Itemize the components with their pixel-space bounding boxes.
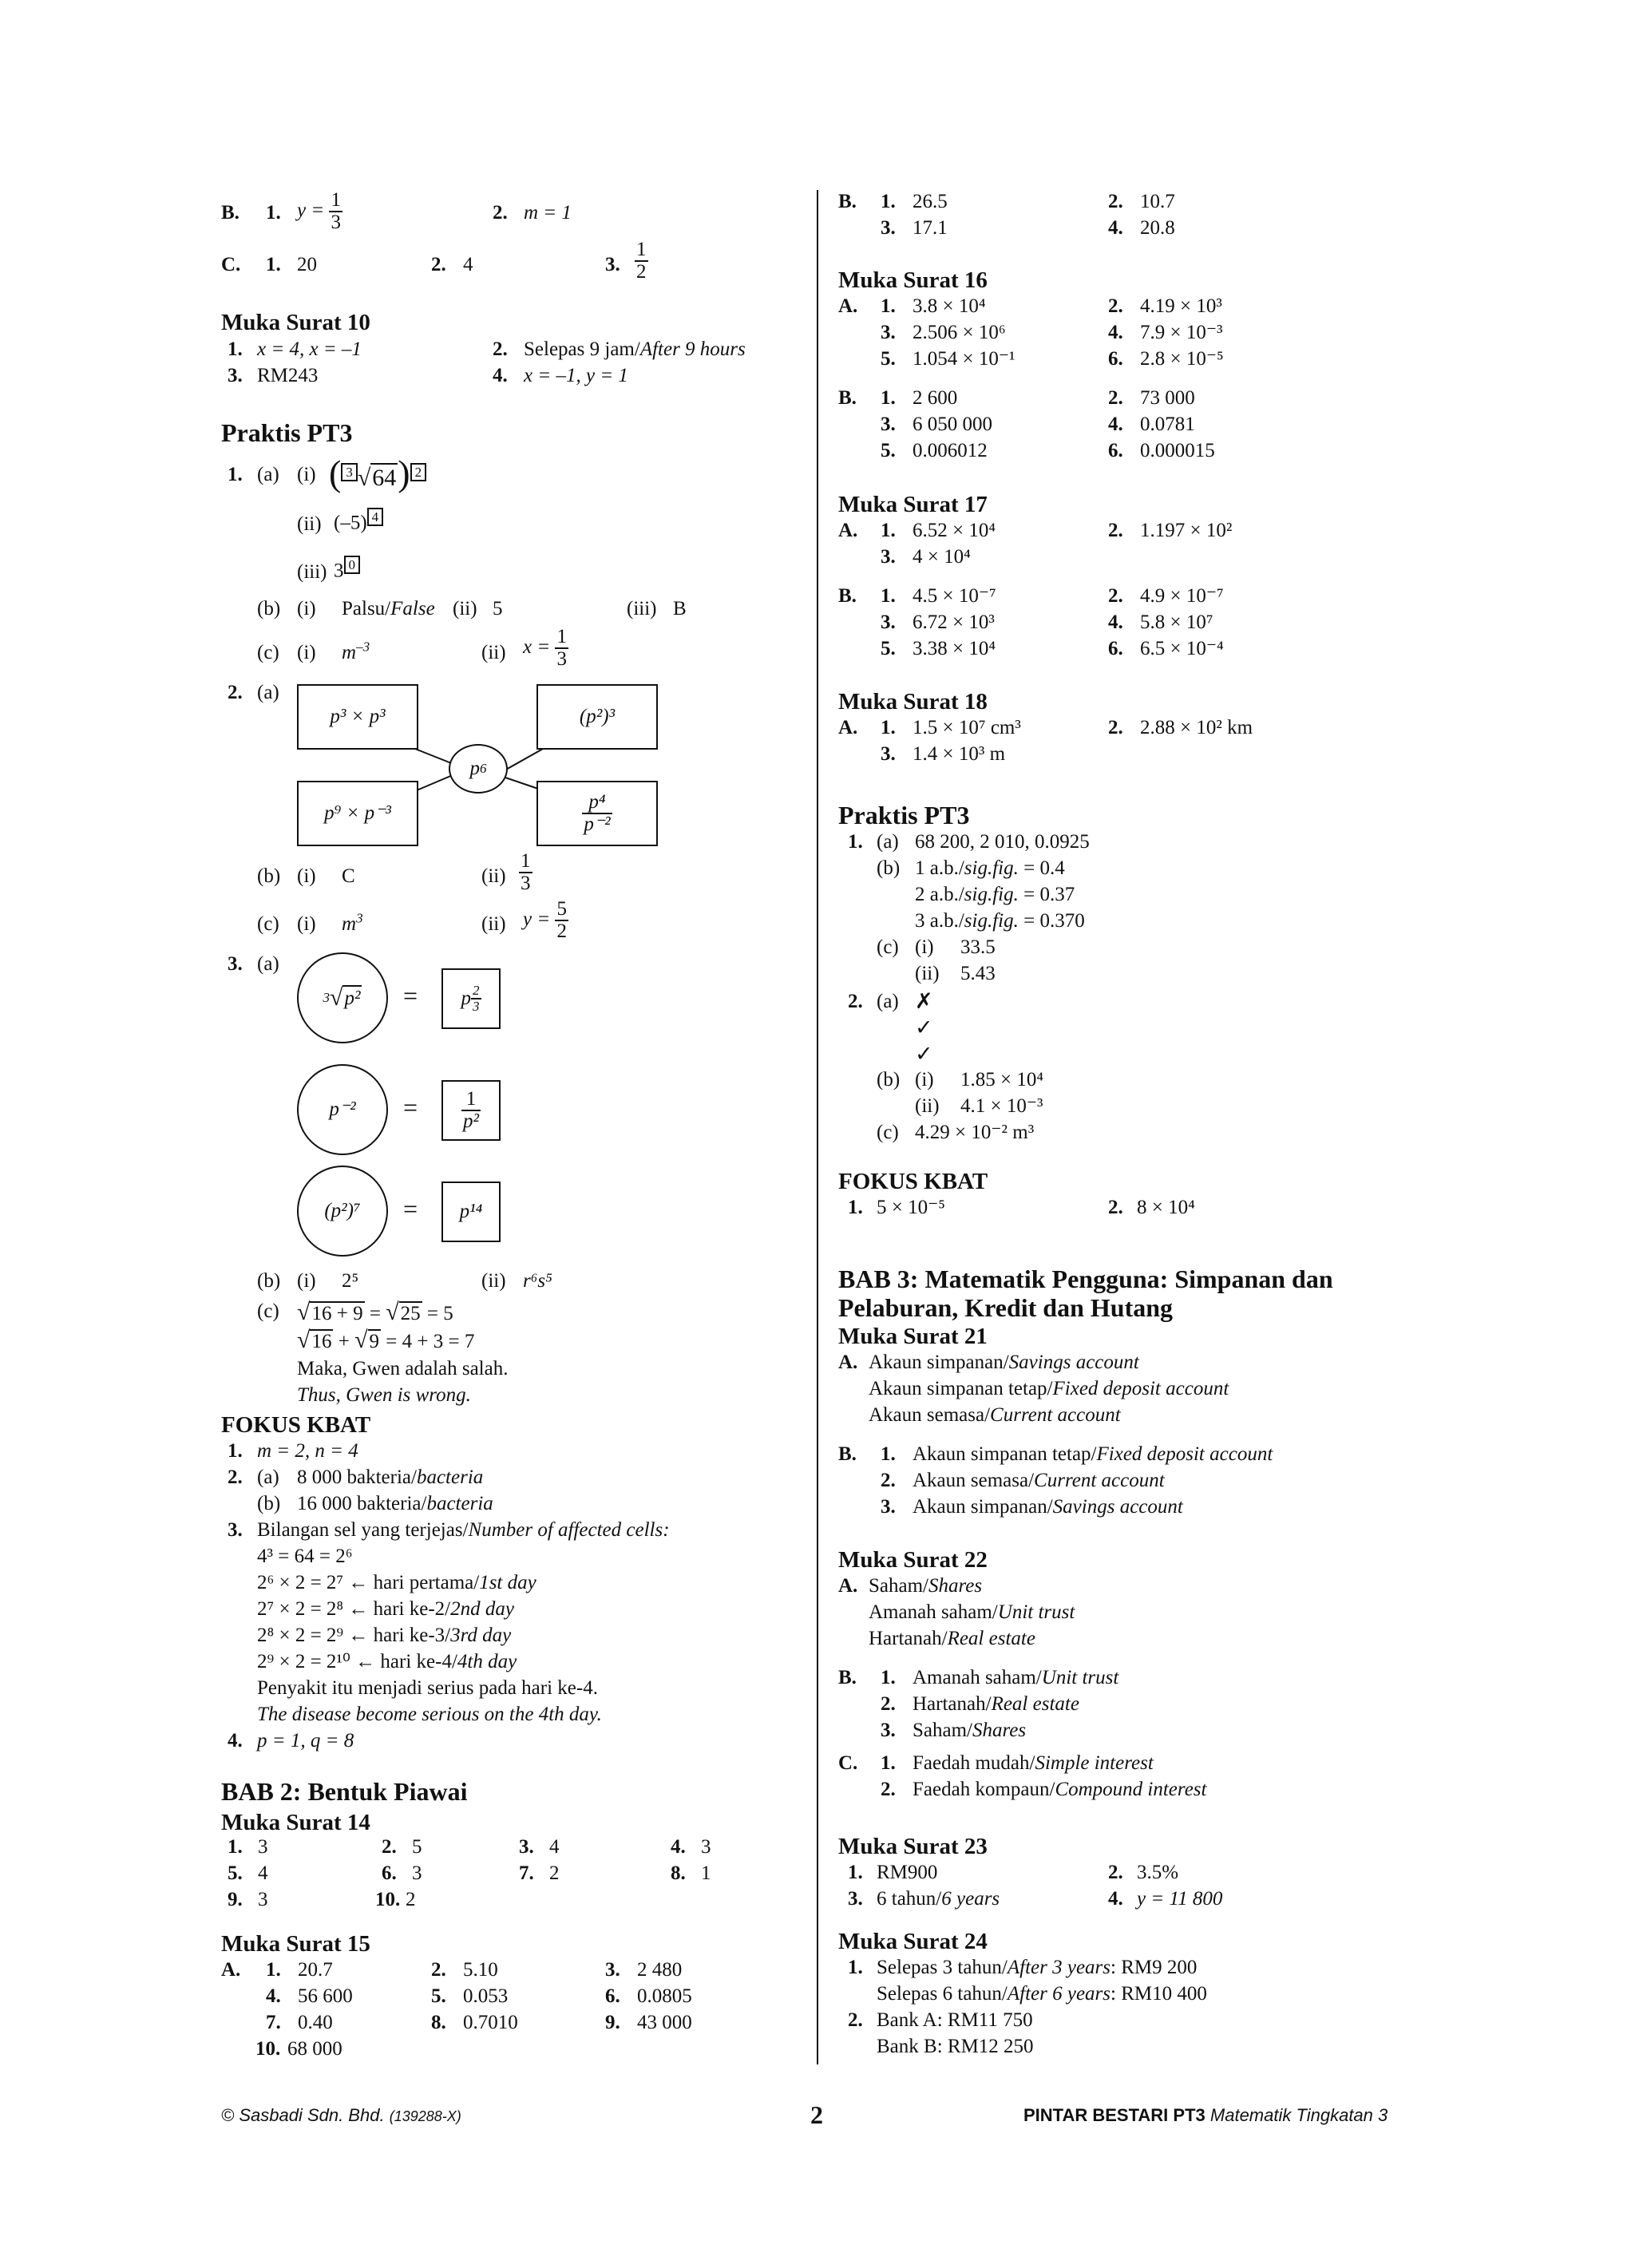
- item-number: 1.: [266, 202, 281, 224]
- answer: 56 600: [298, 1985, 353, 2007]
- item-number: 2.: [1108, 1862, 1123, 1883]
- part-label: (i): [297, 464, 316, 485]
- section-label: A.: [838, 1575, 858, 1597]
- answer: 10.7: [1140, 191, 1175, 212]
- section-label: B.: [838, 387, 857, 409]
- item-number: 6.: [1108, 638, 1123, 659]
- answer: 20.7: [298, 1959, 333, 1981]
- item-number: 9.: [605, 2012, 620, 2033]
- item-number: 3.: [228, 1519, 243, 1541]
- item-number: 1.: [881, 520, 896, 541]
- item-number: 7.: [519, 1862, 534, 1884]
- item-number: 2.: [493, 202, 508, 224]
- answer: 0.000015: [1140, 440, 1215, 461]
- item-number: 1.: [228, 1440, 243, 1462]
- part-label: (ii): [481, 865, 506, 887]
- item-number: 1.: [881, 1752, 896, 1774]
- item-number: 3.: [848, 1888, 863, 1910]
- answer: 0.006012: [913, 440, 988, 461]
- center-expression: p 6: [449, 744, 508, 794]
- expression-box: (p²)³: [536, 684, 658, 750]
- expression-circle: (p²)⁷: [297, 1166, 388, 1257]
- item-number: 1.: [848, 831, 863, 853]
- item-number: 3.: [881, 743, 896, 765]
- part-label: (a): [257, 953, 279, 975]
- section-heading: Muka Surat 16: [838, 267, 988, 293]
- item-number: 5.: [881, 440, 896, 461]
- answer: 43 000: [637, 2012, 692, 2033]
- item-number: 8.: [671, 1862, 686, 1884]
- working-line: 2⁷ × 2 = 2⁸ ← hari ke-2/2nd day: [257, 1598, 514, 1620]
- section-heading: Muka Surat 14: [221, 1810, 370, 1835]
- answer: (–5) 4: [334, 508, 383, 535]
- part-label: (a): [877, 831, 899, 853]
- section-heading: Muka Surat 18: [838, 689, 988, 714]
- answer: x = $\frac{1}{3}$: [523, 626, 567, 671]
- item-number: 2.: [1108, 585, 1123, 607]
- section-heading: Praktis PT3: [838, 801, 970, 829]
- answer: y = $\frac{5}{2}$: [523, 898, 567, 943]
- section-heading: Muka Surat 23: [838, 1834, 988, 1859]
- part-label: (i): [297, 865, 316, 887]
- section-heading: Muka Surat 24: [838, 1929, 988, 1954]
- answer: 1 a.b./sig.fig. = 0.4: [915, 857, 1065, 879]
- answer: 5: [493, 598, 503, 619]
- item-number: 5.: [431, 1985, 446, 2007]
- answer: $\frac{1}{2}$: [636, 239, 647, 283]
- expression-box: p⁹ × p⁻³: [297, 781, 418, 846]
- item-number: 1.: [228, 338, 243, 360]
- item-number: 2.: [1108, 191, 1123, 212]
- working-line: Thus, Gwen is wrong.: [297, 1384, 471, 1406]
- copyright: © Sasbadi Sdn. Bhd. (139288-X): [221, 2105, 461, 2125]
- answer: 3.8 × 10⁴: [913, 295, 986, 317]
- answer: C: [342, 865, 355, 887]
- part-label: (b): [257, 598, 281, 619]
- answer: Akaun semasa/Current account: [869, 1404, 1121, 1426]
- expression-circle: p⁻²: [297, 1064, 388, 1155]
- item-number: 2.: [228, 1466, 243, 1488]
- item-number: 1.: [881, 387, 896, 409]
- equals-sign: =: [403, 1194, 418, 1223]
- part-label: (i): [915, 1069, 934, 1090]
- answer: 1.85 × 10⁴: [960, 1069, 1044, 1090]
- working-line: 2⁶ × 2 = 2⁷ ← hari pertama/1st day: [257, 1572, 536, 1593]
- answer: $\frac{1}{3}$: [521, 850, 531, 895]
- answer: 2: [406, 1889, 416, 1910]
- working-line: Penyakit itu menjadi serius pada hari ke-4.: [257, 1677, 598, 1699]
- item-number: 8.: [431, 2012, 446, 2033]
- part-label: (b): [877, 857, 901, 879]
- answer: 3.5%: [1137, 1862, 1179, 1883]
- part-label: (i): [297, 913, 316, 935]
- item-number: 1.: [881, 295, 896, 317]
- answer: Saham/Shares: [869, 1575, 983, 1597]
- answer: Faedah kompaun/Compound interest: [913, 1779, 1207, 1800]
- item-number: 2.: [1108, 717, 1123, 738]
- answer: 4: [258, 1862, 268, 1884]
- part-label: (ii): [453, 598, 477, 619]
- item-number: 2.: [493, 338, 508, 360]
- item-number: 4.: [1108, 322, 1123, 343]
- part-label: (a): [257, 682, 279, 703]
- answer: Akaun simpanan tetap/Fixed deposit account: [913, 1443, 1273, 1465]
- answer: 4.29 × 10⁻² m³: [915, 1122, 1035, 1143]
- part-label: (iii): [627, 598, 657, 619]
- section-label: A.: [838, 1352, 858, 1373]
- chapter-heading: Pelaburan, Kredit dan Hutang: [838, 1293, 1174, 1322]
- part-label: (ii): [481, 913, 506, 935]
- answer: Amanah saham/Unit trust: [869, 1601, 1075, 1623]
- part-label: (b): [257, 1493, 281, 1514]
- item-number: 5.: [228, 1862, 243, 1884]
- section-label: A.: [838, 295, 858, 317]
- answer: Selepas 3 tahun/After 3 years: RM9 200: [877, 1957, 1198, 1978]
- answer: 2 480: [637, 1959, 683, 1981]
- answer: 4.9 × 10⁻⁷: [1140, 585, 1224, 607]
- section-heading: Muka Surat 21: [838, 1324, 988, 1349]
- answer: 5.10: [463, 1959, 498, 1981]
- item-number: 5.: [881, 638, 896, 659]
- answer: RM900: [877, 1862, 938, 1883]
- section-label: C.: [221, 254, 241, 275]
- answer: 3: [412, 1862, 422, 1884]
- item-number: 4.: [266, 1985, 281, 2007]
- answer: B: [673, 598, 687, 619]
- answer: 5: [412, 1836, 422, 1858]
- item-number: 1.: [266, 1959, 281, 1981]
- item-number: 1.: [266, 254, 281, 275]
- answer: 6.72 × 10³: [913, 612, 995, 633]
- item-number: 3.: [881, 414, 896, 435]
- item-number: 1.: [881, 1667, 896, 1688]
- item-number: 10.: [375, 1889, 401, 1910]
- working-line: 2⁹ × 2 = 2¹⁰ ← hari ke-4/4th day: [257, 1651, 517, 1672]
- answer: 3: [258, 1836, 268, 1858]
- item-number: 2.: [881, 1779, 896, 1800]
- part-label: (a): [877, 991, 899, 1012]
- part-label: (i): [915, 936, 934, 958]
- part-label: (ii): [481, 1270, 506, 1292]
- item-number: 1.: [881, 191, 896, 212]
- answer: 17.1: [913, 217, 948, 239]
- answer: 1.5 × 10⁷ cm³: [913, 717, 1021, 738]
- answer: 68 200, 2 010, 0.0925: [915, 831, 1090, 853]
- item-number: 3.: [881, 1720, 896, 1741]
- part-label: (b): [257, 1270, 281, 1292]
- part-label: (a): [257, 464, 279, 485]
- section-label: B.: [838, 585, 857, 607]
- cross-mark-icon: ✗: [915, 989, 933, 1013]
- answer: Selepas 6 tahun/After 6 years: RM10 400: [877, 1983, 1207, 2005]
- answer: 5 × 10⁻⁵: [877, 1197, 946, 1218]
- expression-box: $\frac{1}{\text{p²}}$: [441, 1080, 501, 1141]
- answer: 2: [549, 1862, 560, 1884]
- answer: Akaun simpanan tetap/Fixed deposit account: [869, 1378, 1229, 1399]
- answer: 26.5: [913, 191, 948, 212]
- part-label: (i): [297, 642, 316, 663]
- part-label: (i): [297, 1270, 316, 1292]
- item-number: 5.: [881, 348, 896, 370]
- item-number: 1.: [881, 717, 896, 738]
- item-number: 6.: [1108, 440, 1123, 461]
- item-number: 4.: [493, 365, 508, 386]
- part-label: (c): [257, 1300, 279, 1322]
- answer: 3 0: [334, 556, 360, 583]
- answer: 4 × 10⁴: [913, 546, 971, 568]
- answer: 0.0781: [1140, 414, 1195, 435]
- answer: Hartanah/Real estate: [869, 1628, 1035, 1649]
- answer: 20.8: [1140, 217, 1175, 239]
- answer: 4.1 × 10⁻³: [960, 1095, 1043, 1117]
- section-heading: FOKUS KBAT: [838, 1169, 988, 1194]
- answer: Bank A: RM11 750: [877, 2009, 1033, 2031]
- part-label: (ii): [481, 642, 506, 663]
- answer: Palsu/False: [342, 598, 435, 619]
- item-number: 4.: [228, 1730, 243, 1751]
- answer: RM243: [257, 365, 319, 386]
- expression-box: p³ × p³: [297, 684, 418, 750]
- answer: Faedah mudah/Simple interest: [913, 1752, 1154, 1774]
- part-label: (c): [877, 1122, 899, 1143]
- answer: 4.5 × 10⁻⁷: [913, 585, 996, 607]
- equals-sign: =: [403, 981, 418, 1010]
- item-number: 2.: [431, 1959, 446, 1981]
- item-number: 3.: [881, 217, 896, 239]
- answer: Akaun semasa/Current account: [913, 1470, 1165, 1491]
- page-number: 2: [810, 2100, 823, 2129]
- item-number: 3.: [881, 612, 896, 633]
- answer: 2 a.b./sig.fig. = 0.37: [915, 884, 1075, 905]
- item-number: 7.: [266, 2012, 281, 2033]
- item-number: 1.: [881, 585, 896, 607]
- part-label: (a): [257, 1466, 279, 1488]
- section-label: A.: [838, 717, 858, 738]
- section-heading: Muka Surat 17: [838, 492, 988, 517]
- answer: 3 a.b./sig.fig. = 0.370: [915, 910, 1085, 932]
- answer: 1.4 × 10³ m: [913, 743, 1006, 765]
- working-line: √16 + √9 = 4 + 3 = 7: [297, 1327, 475, 1353]
- answer: Selepas 9 jam/After 9 hours: [524, 338, 746, 360]
- part-label: (ii): [297, 513, 322, 535]
- item-number: 1.: [848, 1957, 863, 1978]
- check-mark-icon: ✓: [915, 1015, 933, 1039]
- answer: r⁶s⁵: [523, 1270, 552, 1292]
- answer: 2 600: [913, 387, 958, 409]
- item-number: 2.: [1108, 387, 1123, 409]
- section-label: B.: [838, 1667, 857, 1688]
- item-number: 4.: [1108, 612, 1123, 633]
- answer: 8 000 bakteria/bacteria: [297, 1466, 484, 1488]
- item-number: 6.: [1108, 348, 1123, 370]
- part-label: (c): [877, 936, 899, 958]
- equals-sign: =: [403, 1093, 418, 1122]
- answer: p = 1, q = 8: [257, 1730, 354, 1751]
- answer: 73 000: [1140, 387, 1195, 409]
- answer: $m^3$: [342, 910, 363, 935]
- section-label: B.: [838, 1443, 857, 1465]
- answer: 2.506 × 10⁶: [913, 322, 1006, 343]
- part-label: (i): [297, 598, 316, 619]
- answer: Amanah saham/Unit trust: [913, 1667, 1119, 1688]
- answer: 0.7010: [463, 2012, 518, 2033]
- item-number: 4.: [1108, 414, 1123, 435]
- item-number: 3.: [228, 953, 243, 975]
- section-heading: Muka Surat 10: [221, 310, 370, 335]
- item-number: 2.: [1108, 295, 1123, 317]
- working-line: 2⁸ × 2 = 2⁹ ← hari ke-3/3rd day: [257, 1625, 512, 1646]
- section-heading: Muka Surat 15: [221, 1931, 370, 1957]
- item-number: 3.: [881, 1496, 896, 1518]
- part-label: (b): [257, 865, 281, 887]
- item-number: 1.: [848, 1862, 863, 1883]
- answer: 8 × 10⁴: [1137, 1197, 1195, 1218]
- answer: $m^{-3}$: [342, 639, 370, 663]
- chapter-heading: BAB 2: Bentuk Piawai: [221, 1777, 468, 1806]
- answer: 68 000: [287, 2038, 342, 2060]
- chapter-heading: BAB 3: Matematik Pengguna: Simpanan dan: [838, 1265, 1333, 1293]
- section-label: C.: [838, 1752, 858, 1774]
- answer: 6 050 000: [913, 414, 992, 435]
- answer: 3: [701, 1836, 711, 1858]
- item-number: 6.: [605, 1985, 620, 2007]
- answer: 3.38 × 10⁴: [913, 638, 996, 659]
- answer: y = $\frac{1}{3}$: [297, 189, 341, 234]
- part-label: (c): [257, 642, 279, 663]
- answer: 20: [297, 254, 317, 275]
- part-label: (iii): [297, 561, 327, 583]
- answer: Bank B: RM12 250: [877, 2036, 1034, 2057]
- working-line: Maka, Gwen adalah salah.: [297, 1358, 509, 1379]
- expression-box: p¹⁴: [441, 1181, 501, 1242]
- item-number: 1.: [228, 1836, 243, 1858]
- item-number: 3.: [605, 1959, 620, 1981]
- section-label: B.: [221, 202, 240, 224]
- answer: 2.8 × 10⁻⁵: [1140, 348, 1224, 370]
- answer: 7.9 × 10⁻³: [1140, 322, 1223, 343]
- item-number: 3.: [519, 1836, 534, 1858]
- expression-box: $\frac{\text{p⁴}}{\text{p⁻²}}$: [536, 781, 658, 846]
- answer: 3: [258, 1889, 268, 1910]
- item-number: 1.: [848, 1197, 863, 1218]
- answer: 6.52 × 10⁴: [913, 520, 996, 541]
- item-number: 2.: [881, 1693, 896, 1715]
- answer: 6.5 × 10⁻⁴: [1140, 638, 1224, 659]
- part-label: (ii): [915, 963, 940, 984]
- answer: 4: [549, 1836, 560, 1858]
- answer: Saham/Shares: [913, 1720, 1027, 1741]
- answer-root: ( 3 √64) 2: [329, 451, 426, 495]
- item-number: 2.: [881, 1470, 896, 1491]
- answer: 0.40: [298, 2012, 333, 2033]
- item-number: 4.: [671, 1836, 686, 1858]
- answer: y = 11 800: [1137, 1888, 1223, 1910]
- section-heading: FOKUS KBAT: [221, 1412, 371, 1438]
- answer: 1.197 × 10²: [1140, 520, 1233, 541]
- answer: 2⁵: [342, 1270, 359, 1292]
- answer: 5.43: [960, 963, 996, 984]
- working-line: √16 + 9 = √25 = 5: [297, 1299, 453, 1325]
- answer: 1: [701, 1862, 711, 1884]
- answer: 4: [463, 254, 473, 275]
- part-label: (c): [257, 913, 279, 935]
- answer: 2.88 × 10² km: [1140, 717, 1253, 738]
- item-number: 10.: [255, 2038, 281, 2060]
- answer: Hartanah/Real estate: [913, 1693, 1079, 1715]
- item-number: 1.: [881, 1443, 896, 1465]
- answer: m = 1: [524, 202, 572, 224]
- check-mark-icon: ✓: [915, 1042, 933, 1066]
- working-line: The disease become serious on the 4th day.: [257, 1704, 602, 1725]
- answer: Akaun simpanan/Savings account: [869, 1352, 1139, 1373]
- section-label: A.: [838, 520, 858, 541]
- item-number: 2.: [431, 254, 446, 275]
- answer: m = 2, n = 4: [257, 1440, 358, 1462]
- answer: x = –1, y = 1: [524, 365, 628, 386]
- item-number: 6.: [382, 1862, 397, 1884]
- item-number: 3.: [605, 254, 620, 275]
- part-label: (ii): [915, 1095, 940, 1117]
- part-label: (b): [877, 1069, 901, 1090]
- item-number: 2.: [848, 991, 863, 1012]
- answer: 6 tahun/6 years: [877, 1888, 1000, 1910]
- answer: Akaun simpanan/Savings account: [913, 1496, 1183, 1518]
- answer: Bilangan sel yang terjejas/Number of affected cells:: [257, 1519, 670, 1541]
- item-number: 4.: [1108, 1888, 1123, 1910]
- item-number: 2.: [382, 1836, 397, 1858]
- item-number: 4.: [1108, 217, 1123, 239]
- answer: 0.053: [463, 1985, 509, 2007]
- item-number: 2.: [1108, 1197, 1123, 1218]
- section-label: A.: [221, 1959, 241, 1981]
- answer: 1.054 × 10⁻¹: [913, 348, 1015, 370]
- answer: 16 000 bakteria/bacteria: [297, 1493, 493, 1514]
- item-number: 9.: [228, 1889, 243, 1910]
- expression-circle: 3 √ p²: [297, 952, 388, 1043]
- section-heading: Muka Surat 22: [838, 1547, 988, 1573]
- item-number: 2.: [1108, 520, 1123, 541]
- answer: 33.5: [960, 936, 996, 958]
- answer: x = 4, x = –1: [257, 338, 362, 360]
- item-number: 2.: [228, 682, 243, 703]
- expression-box: p $\frac{2}{3}$: [441, 968, 501, 1029]
- column-divider: [817, 190, 818, 2064]
- item-number: 2.: [848, 2009, 863, 2031]
- section-heading: Praktis PT3: [221, 418, 353, 447]
- working-line: 4³ = 64 = 2⁶: [257, 1546, 353, 1567]
- answer: 0.0805: [637, 1985, 692, 2007]
- item-number: 3.: [228, 365, 243, 386]
- item-number: 3.: [881, 322, 896, 343]
- item-number: 1.: [228, 464, 243, 485]
- item-number: 3.: [881, 546, 896, 568]
- answer: 5.8 × 10⁷: [1140, 612, 1213, 633]
- section-label: B.: [838, 191, 857, 212]
- book-title: PINTAR BESTARI PT3 Matematik Tingkatan 3: [1023, 2105, 1388, 2125]
- answer: 4.19 × 10³: [1140, 295, 1222, 317]
